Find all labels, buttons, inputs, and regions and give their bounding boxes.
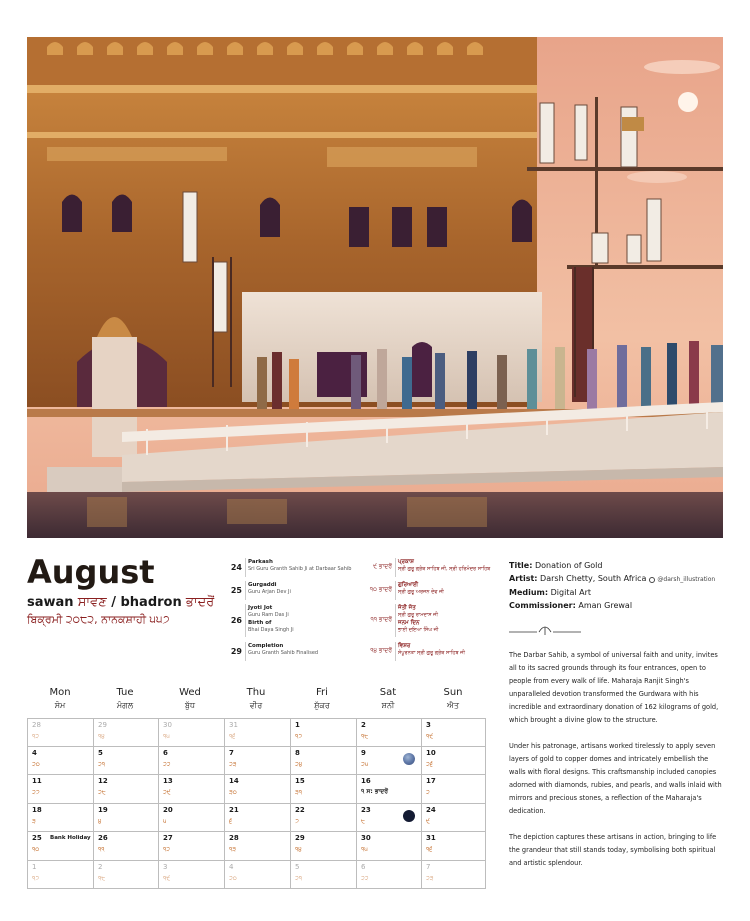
calendar-day-cell	[94, 719, 159, 747]
calendar-day-cell	[225, 832, 291, 861]
day-number: 5	[295, 863, 300, 871]
punjabi-day-number: ੧੧	[98, 846, 105, 853]
punjabi-month-start-note: ੧ ਸ: ਭਾਦਰੋਂ	[361, 788, 388, 795]
day-number: 19	[98, 806, 108, 814]
calendar-day-cell	[225, 775, 291, 804]
punjabi-day-number: ੬	[229, 818, 233, 825]
calendar-day-cell	[422, 775, 486, 804]
punjabi-day-number: ੧੨	[163, 846, 170, 853]
day-number: 30	[361, 834, 371, 842]
weekday-punjabi-label: ਸ਼ੁੱਕਰ	[314, 701, 330, 710]
day-number: 8	[295, 749, 300, 757]
punjabi-day-number: ੨	[426, 789, 430, 796]
day-number: 22	[295, 806, 305, 814]
day-number: 29	[98, 721, 107, 729]
punjabi-day-number: ੨੬	[426, 761, 433, 768]
calendar-day-cell	[94, 832, 159, 861]
description-paragraph: The depiction captures these artisans in action, bringing to life the grandeur that still stands today, symbolising both spiritual and artistic splendour.	[509, 833, 717, 867]
divider	[245, 581, 246, 600]
day-number: 3	[426, 721, 431, 729]
day-number: 26	[98, 834, 108, 842]
info-medium-row	[509, 586, 724, 599]
punjabi-day-number: ੨੪	[295, 761, 303, 768]
day-number: 28	[229, 834, 239, 842]
punjabi-day-number: ੧੭	[295, 733, 303, 740]
day-number: 7	[229, 749, 234, 757]
divider	[395, 604, 396, 637]
event-item	[228, 558, 500, 581]
punjabi-day-number: ੨੦	[32, 761, 40, 768]
punjabi-day-number: ੨੯	[163, 789, 171, 796]
instagram-icon	[649, 577, 655, 583]
day-number: 23	[361, 806, 371, 814]
calendar-day-cell	[422, 832, 486, 861]
weekday-fri	[289, 686, 355, 712]
calendar-day-cell	[94, 775, 159, 804]
day-number: 5	[98, 749, 103, 757]
punjabi-day-number: ੯	[426, 818, 430, 825]
day-number: 28	[32, 721, 41, 729]
calendar-day-cell	[159, 804, 225, 832]
calendar-day-cell	[357, 775, 422, 804]
calendar-grid	[27, 718, 486, 889]
event-english	[248, 604, 372, 634]
day-number: 21	[229, 806, 239, 814]
calendar-day-cell	[28, 775, 94, 804]
event-subtitle: Guru Granth Sahib Finalised	[248, 650, 319, 656]
event-day: 26	[230, 616, 242, 625]
event-punjabi	[398, 642, 500, 657]
event-punjabi-day: ੧੪ ਭਾਦਰੋਂ	[370, 647, 392, 654]
day-number: 6	[163, 749, 168, 757]
punjabi-day-number: ੧੮	[361, 733, 369, 740]
calendar-day-cell	[357, 832, 422, 861]
punjabi-day-number: ੩੧	[295, 789, 302, 796]
artwork-description	[509, 649, 724, 883]
day-number: 2	[361, 721, 366, 729]
info-medium: Digital Art	[550, 588, 592, 597]
weekday-punjabi-label: ਬੁੱਧ	[184, 701, 196, 710]
day-number: 16	[361, 777, 371, 785]
punjabi-day-number: ੮	[361, 818, 365, 825]
month-separator: /	[106, 595, 121, 610]
day-number: 31	[229, 721, 238, 729]
event-english	[248, 558, 372, 573]
punjabi-day-number: ੫	[163, 818, 167, 825]
day-number: 1	[295, 721, 300, 729]
calendar-day-cell	[225, 719, 291, 747]
weekday-label: Sun	[443, 687, 463, 698]
calendar-day-cell	[28, 804, 94, 832]
punjabi-day-number: ੨੦	[229, 875, 237, 882]
event-punjabi	[398, 604, 500, 634]
event-title: Completion	[248, 643, 284, 649]
month-gurmukhi-2: ਭਾਦਰੋਂ	[185, 595, 215, 610]
day-number: 25	[32, 834, 42, 842]
event-title: Jyoti Jot	[248, 605, 273, 611]
event-punjabi-subtitle: ਸ੍ਰੀ ਗੁਰੂ ਰਾਮਦਾਸ ਜੀ	[398, 612, 438, 618]
event-english	[248, 581, 372, 596]
day-number: 11	[32, 777, 42, 785]
punjabi-day-number: ੨੧	[98, 761, 105, 768]
full-moon-icon	[403, 753, 415, 765]
event-punjabi-title: ਪ੍ਰਕਾਸ਼	[398, 559, 414, 565]
calendar-day-cell	[94, 747, 159, 775]
weekday-sun	[420, 686, 486, 712]
month-subtitle	[27, 595, 214, 611]
events-list	[228, 558, 500, 665]
calendar-day-cell	[28, 832, 94, 861]
calendar-day-cell	[159, 861, 225, 889]
weekday-label: Mon	[49, 687, 71, 698]
divider	[245, 604, 246, 637]
event-item	[228, 642, 500, 665]
month-latin-2: bhadron	[120, 595, 182, 610]
punjabi-day-number: ੧੬	[426, 846, 433, 853]
punjabi-day-number: ੧੮	[98, 875, 106, 882]
weekday-mon	[27, 686, 93, 712]
day-number: 31	[426, 834, 436, 842]
weekday-label: Wed	[179, 687, 201, 698]
event-title-2: Birth of	[248, 620, 272, 626]
calendar-day-cell	[28, 719, 94, 747]
info-artist: Darsh Chetty, South Africa	[540, 574, 647, 583]
calendar-day-cell	[357, 719, 422, 747]
event-punjabi-title: ਗੁਰਿਆਈ	[398, 582, 419, 588]
weekday-label: Fri	[316, 687, 328, 698]
day-number: 1	[32, 863, 37, 871]
info-artist-handle: @darsh_illustration	[657, 576, 716, 583]
divider	[395, 581, 396, 600]
event-punjabi-day: ੯ ਭਾਦਰੋਂ	[373, 563, 392, 570]
event-subtitle: Guru Ram Das Ji	[248, 612, 289, 618]
calendar-day-cell	[28, 861, 94, 889]
day-number: 27	[163, 834, 173, 842]
weekday-sat	[355, 686, 421, 712]
calendar-day-cell	[422, 804, 486, 832]
calendar-day-cell	[291, 775, 357, 804]
weekday-punjabi-label: ਸੋਮ	[54, 701, 66, 710]
day-number: 30	[163, 721, 172, 729]
artwork-golden-temple	[27, 37, 723, 538]
day-number: 4	[229, 863, 234, 871]
calendar-day-cell	[159, 747, 225, 775]
punjabi-day-number: ੧੫	[361, 846, 368, 853]
event-punjabi	[398, 558, 500, 573]
day-number: 17	[426, 777, 436, 785]
punjabi-day-number: ੧੪	[98, 733, 105, 740]
day-number: 12	[98, 777, 108, 785]
day-number: 29	[295, 834, 305, 842]
weekday-punjabi-label: ਵੀਰ	[249, 701, 263, 710]
month-gurmukhi: ਸਾਵਣ	[77, 595, 107, 610]
info-artist-handle-wrap	[649, 576, 715, 583]
event-punjabi-subtitle-2: ਭਾਈ ਦਇਆ ਸਿੰਘ ਜੀ	[398, 627, 439, 633]
punjabi-day-number: ੪	[98, 818, 102, 825]
weekday-punjabi-label: ਮੰਗਲ	[116, 701, 134, 710]
event-punjabi	[398, 581, 500, 596]
weekday-label: Tue	[116, 687, 134, 698]
day-number: 20	[163, 806, 173, 814]
description-paragraph: The Darbar Sahib, a symbol of universal faith and unity, invites all to its sacred grounds through its four entrances, open to people from every walk of life. Maharaja Ranjit Singh's unparalleled devotion transformed the Gurdwara with his incredible and extraordinary donation of 162 kilograms of gold, which brought a divine glow to the structure.	[509, 651, 719, 724]
day-number: 6	[361, 863, 366, 871]
event-punjabi-day: ੧੧ ਭਾਦਰੋਂ	[370, 616, 392, 623]
ornament-divider-icon	[509, 626, 581, 636]
punjabi-day-number: ੧੯	[163, 875, 171, 882]
calendar-day-cell	[422, 861, 486, 889]
info-commissioner-label: Commissioner:	[509, 601, 576, 610]
punjabi-day-number: ੧੯	[426, 733, 434, 740]
info-medium-label: Medium:	[509, 588, 549, 597]
event-title: Parkash	[248, 559, 273, 565]
event-punjabi-title: ਵਿਸ਼ਰ	[398, 643, 411, 649]
calendar-day-cell	[291, 861, 357, 889]
calendar-day-cell	[291, 804, 357, 832]
calendar-day-cell	[94, 804, 159, 832]
info-title-row	[509, 559, 724, 572]
punjabi-day-number: ੨੫	[361, 761, 369, 768]
punjabi-day-number: ੧੫	[163, 733, 170, 740]
punjabi-day-number: ੨੭	[32, 789, 40, 796]
event-subtitle: Sri Guru Granth Sahib Ji at Darbaar Sahib	[248, 566, 352, 572]
calendar-day-cell	[357, 861, 422, 889]
day-number: 4	[32, 749, 37, 757]
month-title: August	[27, 553, 155, 591]
weekday-tue	[92, 686, 158, 712]
weekday-label: Thu	[246, 687, 266, 698]
day-number: 7	[426, 863, 431, 871]
punjabi-day-number: ੨੨	[361, 875, 369, 882]
punjabi-day-number: ੧੪	[295, 846, 302, 853]
calendar-day-cell	[159, 832, 225, 861]
day-number: 13	[163, 777, 173, 785]
weekday-thu	[223, 686, 289, 712]
calendar-day-cell	[159, 775, 225, 804]
punjabi-day-number: ੧੩	[229, 846, 236, 853]
event-day: 29	[230, 647, 242, 656]
event-subtitle-2: Bhai Daya Singh Ji	[248, 627, 294, 633]
calendar-day-cell	[422, 747, 486, 775]
info-commissioner: Aman Grewal	[578, 601, 633, 610]
punjabi-day-number: ੧੦	[32, 846, 40, 853]
day-number: 9	[361, 749, 366, 757]
calendar-day-cell	[225, 747, 291, 775]
event-punjabi-title: ਜੋਤੀ ਜੋਤ	[398, 605, 416, 611]
event-punjabi-title-2: ਜਨਮ ਦਿਨ	[398, 620, 420, 626]
punjabi-day-number: ੨੧	[295, 875, 302, 882]
month-latin: sawan	[27, 595, 74, 610]
divider	[245, 642, 246, 661]
calendar-day-cell	[28, 747, 94, 775]
punjabi-day-number: ੭	[295, 818, 299, 825]
day-number: 15	[295, 777, 305, 785]
calendar-day-cell	[225, 861, 291, 889]
month-year-line: ਬਿਕ੍ਰਮੀ ੨੦੮੨, ਨਾਨਕਸ਼ਾਹੀ ੫੫੭	[27, 613, 170, 626]
day-number: 14	[229, 777, 239, 785]
calendar-day-cell	[94, 861, 159, 889]
punjabi-day-number: ੩	[32, 818, 36, 825]
event-punjabi-day: ੧੦ ਭਾਦਰੋਂ	[369, 586, 392, 593]
event-title: Gurgaddi	[248, 582, 277, 588]
divider	[395, 558, 396, 577]
event-punjabi-subtitle: ਸੰਪੂਰਨਤਾ ਸ੍ਰੀ ਗੁਰੂ ਗ੍ਰੰਥ ਸਾਹਿਬ ਜੀ	[398, 650, 465, 656]
info-artist-row	[509, 572, 724, 586]
holiday-note: Bank Holiday	[50, 835, 91, 841]
event-item	[228, 604, 500, 642]
day-number: 3	[163, 863, 168, 871]
day-number: 10	[426, 749, 436, 757]
punjabi-day-number: ੧੭	[32, 875, 40, 882]
divider	[395, 642, 396, 661]
weekday-label: Sat	[379, 687, 397, 698]
punjabi-day-number: ੨੩	[229, 761, 237, 768]
info-commissioner-row	[509, 599, 724, 612]
event-item	[228, 581, 500, 604]
calendar-day-cell	[357, 747, 422, 775]
calendar-day-cell	[291, 719, 357, 747]
calendar-day-cell	[291, 747, 357, 775]
info-artist-label: Artist:	[509, 574, 538, 583]
punjabi-day-number: ੨੮	[98, 789, 106, 796]
description-paragraph: Under his patronage, artisans worked tirelessly to apply seven layers of gold to copper domes and intricately embellish the walls with floral designs. This craftsmanship included canopies adorned with diamonds, rubies, and pearls, and walls inlaid with mirrors and precious stones, a reflection of the Maharaja's dedication.	[509, 742, 722, 815]
calendar-day-cell	[422, 719, 486, 747]
day-number: 24	[426, 806, 436, 814]
calendar-day-cell	[291, 832, 357, 861]
punjabi-day-number: ੩੦	[229, 789, 237, 796]
weekday-punjabi-label: ਐਤ	[447, 701, 459, 710]
info-title-label: Title:	[509, 561, 533, 570]
event-subtitle: Guru Arjan Dev Ji	[248, 589, 291, 595]
punjabi-day-number: ੨੩	[426, 875, 434, 882]
event-day: 24	[230, 563, 242, 572]
new-moon-icon	[403, 810, 415, 822]
event-english	[248, 642, 372, 657]
calendar-day-cell	[357, 804, 422, 832]
punjabi-day-number: ੧੨	[32, 733, 39, 740]
calendar-day-cell	[159, 719, 225, 747]
punjabi-day-number: ੧੬	[229, 733, 236, 740]
info-title: Donation of Gold	[534, 561, 603, 570]
event-punjabi-subtitle: ਸ੍ਰੀ ਗੁਰੂ ਗ੍ਰੰਥ ਸਾਹਿਬ ਜੀ, ਸ੍ਰੀ ਹਰਿਮੰਦਰ ਸਾਹਿਬ	[398, 566, 491, 572]
event-punjabi-subtitle: ਸ੍ਰੀ ਗੁਰੂ ਅਰਜਨ ਦੇਵ ਜੀ	[398, 589, 444, 595]
event-day: 25	[230, 586, 242, 595]
punjabi-day-number: ੨੨	[163, 761, 171, 768]
weekday-punjabi-label: ਸ਼ਨੀ	[381, 701, 395, 710]
day-number: 2	[98, 863, 103, 871]
artwork-info	[509, 559, 724, 612]
day-number: 18	[32, 806, 42, 814]
divider	[245, 558, 246, 577]
weekday-wed	[157, 686, 223, 712]
calendar-day-cell	[225, 804, 291, 832]
